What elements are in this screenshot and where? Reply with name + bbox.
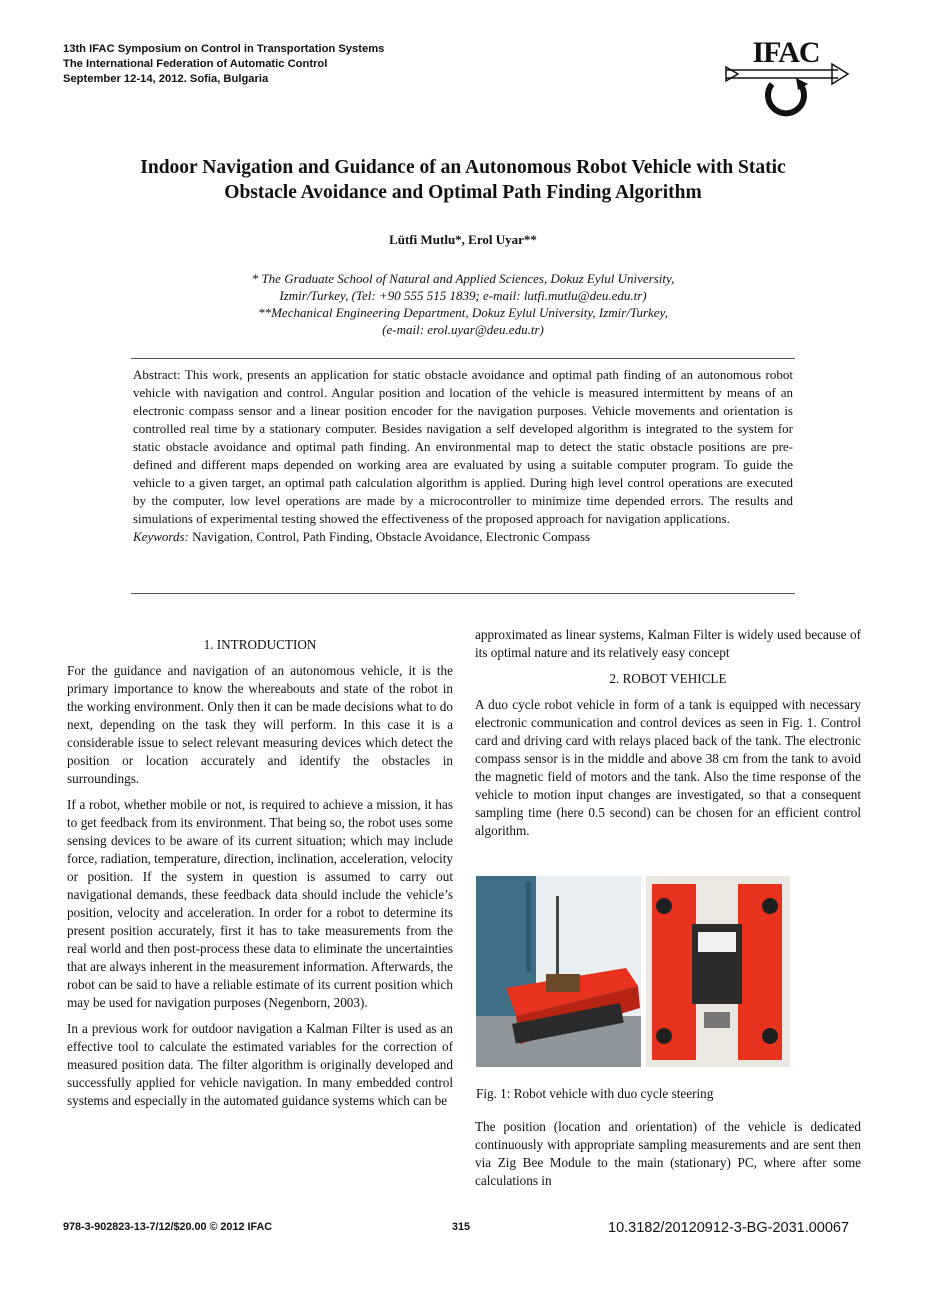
robot-vehicle-paragraph: A duo cycle robot vehicle in form of a tank is equipped with necessary electronic communication and control devices as seen in Fig. 1. Control card and driving card with relays placed back of the tank. The electronic compass sensor is in the middle and above 38 cm from the tank to avoid the magnetic field of motors and the tank. Also the time response of the vehicle to motion input changes are investigated, so that a consequent sampling time (here 0.5 second) can be chosen for an efficient control algorithm. <box>475 697 861 838</box>
keywords-label: Keywords: <box>133 529 189 544</box>
affiliation-line-2: Izmir/Turkey, (Tel: +90 555 515 1839; e-mail: lutfi.mutlu@deu.edu.tr) <box>279 288 647 303</box>
footer-isbn: 978-3-902823-13-7/12/$20.00 © 2012 IFAC <box>63 1221 273 1233</box>
paper-title <box>60 155 866 205</box>
figure-1-robot-photos <box>476 876 790 1067</box>
intro-paragraph-3: In a previous work for outdoor navigation a Kalman Filter is used as an effective tool to calculate the estimated variables for the correction of measured position data. The filter algorithm is originally developed and successfully applied for vehicle navigation. In many embedded control systems and especially in the automated guidance systems which can be <box>67 1021 453 1108</box>
conference-info <box>63 42 384 87</box>
abstract-block <box>133 366 793 546</box>
affiliation-line-1: * The Graduate School of Natural and Applied Sciences, Dokuz Eylul University, <box>251 271 675 286</box>
conference-line-2: The International Federation of Automatic Control <box>63 58 328 70</box>
authors: Lütfi Mutlu*, Erol Uyar** <box>389 232 537 247</box>
keywords-line <box>133 528 793 546</box>
abstract-bottom-rule <box>131 593 795 594</box>
position-paragraph: The position (location and orientation) of the vehicle is dedicated continuously with appropriate sampling measurements and are sent then via Zig Bee Module to the main (stationary) PC, where after some calculations in <box>475 1119 861 1188</box>
right-column-continued <box>475 1118 861 1198</box>
intro-paragraph-1: For the guidance and navigation of an autonomous vehicle, it is the primary importance to know the whereabouts and state of the robot in the working environment. Only then it can be made decisions what to do next, depending on the task they will perform. In this case it is a considerable issue to select relevant measuring devices which detect the position or location accurately and identify the obstacles in surroundings. <box>67 663 453 786</box>
ifac-logo-text: IFAC <box>752 36 820 69</box>
affiliations <box>150 270 776 338</box>
keywords-text: Navigation, Control, Path Finding, Obstacle Avoidance, Electronic Compass <box>192 529 591 544</box>
title-line-1: Indoor Navigation and Guidance of an Autonomous Robot Vehicle with Static <box>140 157 786 178</box>
conference-line-3: September 12-14, 2012. Sofia, Bulgaria <box>63 73 269 85</box>
robot-top-photo <box>646 876 790 1067</box>
footer-doi[interactable]: 10.3182/20120912-3-BG-2031.00067 <box>608 1220 850 1236</box>
right-column <box>475 626 861 848</box>
section-heading-robot-vehicle: 2. ROBOT VEHICLE <box>609 671 727 686</box>
robot-side-photo <box>476 876 641 1067</box>
affiliation-line-3: **Mechanical Engineering Department, Dokuz Eylul University, Izmir/Turkey, <box>258 305 668 320</box>
page-number: 315 <box>452 1221 471 1233</box>
section-heading-introduction: 1. INTRODUCTION <box>203 637 317 652</box>
conference-line-1: 13th IFAC Symposium on Control in Transportation Systems <box>63 43 385 55</box>
abstract-text: Abstract: This work, presents an application for static obstacle avoidance and optimal path finding of an autonomous robot vehicle with navigation and control. Angular position and location of the vehicle is measured intermittent by means of an electronic compass sensor and a linear position encoder for the navigation purposes. Vehicle movements and orientation is controlled real time by a stationary computer. Besides navigation a self developed algorithm is integrated to the system for static obstacle avoidance and optimal path finding. An environmental map to detect the static obstacle positions are pre-defined and different maps depended on working area are evaluated by using a suitable computer program. To guide the vehicle to a given target, an optimal path calculation algorithm is applied. During high level control operations are executed by the computer, low level operations are made by a microcontroller to minimize time depended errors. The results and simulations of experimental testing showed the effectiveness of the proposed approach for navigation applications. <box>133 367 793 526</box>
kalman-continuation: approximated as linear systems, Kalman Filter is widely used because of its optimal nature and its relatively easy concept <box>475 627 861 660</box>
left-column <box>67 636 453 1118</box>
abstract-top-rule <box>131 358 795 359</box>
intro-paragraph-2: If a robot, whether mobile or not, is required to achieve a mission, it has to get feedback from its environment. That being so, the robot uses some sensing devices to be aware of its current situation; which may include force, radiation, temperature, direction, inclination, acceleration, velocity or position. If the system in question is assumed to carry out navigational demands, these feedback data should include the vehicle’s position, velocity and acceleration. In order for a robot to determine its present position accurately, first it has to take measurements from the real world and then post-process these data to eliminate the uncertainties that are always inherent in the measurement information. Afterwards, the robot can be said to have a reliable estimate of its current position which may be used for navigation purposes (Negenborn, 2003). <box>67 797 453 1010</box>
title-line-2: Obstacle Avoidance and Optimal Path Finding Algorithm <box>224 182 702 203</box>
affiliation-line-4: (e-mail: erol.uyar@deu.edu.tr) <box>382 322 544 337</box>
ifac-logo <box>722 34 850 120</box>
figure-1-caption: Fig. 1: Robot vehicle with duo cycle steering <box>476 1086 714 1101</box>
